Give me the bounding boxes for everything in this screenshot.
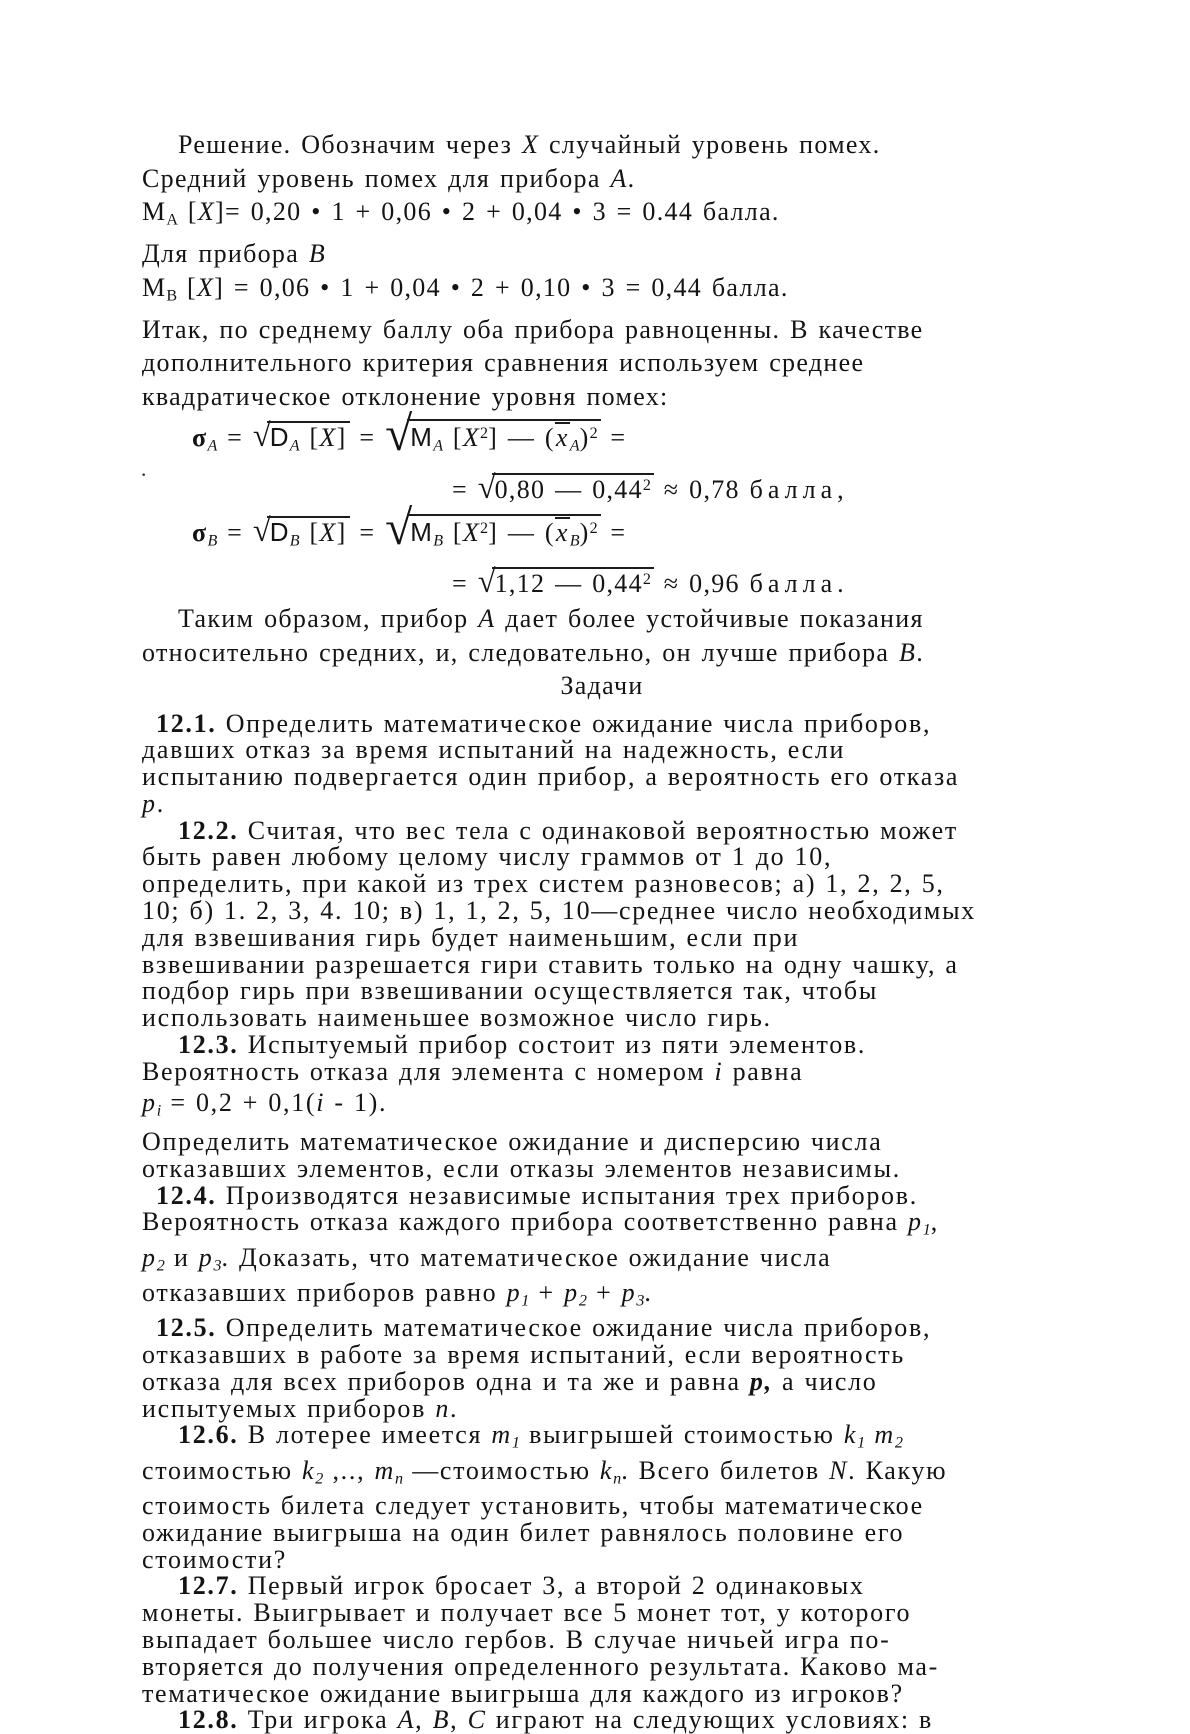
text-run: ] = 0,06 • 1 + 0,04 • 2 + 0,10 • 3 = 0,44 балла. <box>214 272 789 302</box>
text-run: √ <box>385 500 413 556</box>
text-run: 2 <box>480 519 489 537</box>
text-run: играют на следующих условиях: в <box>486 1705 933 1734</box>
text-run: . Всего билетов <box>621 1455 830 1485</box>
text-run: X <box>197 197 216 226</box>
text-run: D <box>269 516 290 547</box>
problem-12-3-l1 <box>142 1032 1102 1059</box>
text-run: отказавших в работе за время испытаний, если вероятность <box>142 1340 905 1370</box>
problem-12-1-l4 <box>142 788 1102 818</box>
text-run: С <box>467 1705 487 1734</box>
text-run: ≈ 0,78 <box>653 474 750 504</box>
text-run: p <box>142 788 157 818</box>
text-run: А <box>166 211 179 229</box>
text-run: A <box>207 437 218 455</box>
text-run: i <box>156 1102 162 1120</box>
text-run: и <box>164 1242 199 1272</box>
text-run: Решение. Обозначим через <box>178 130 522 159</box>
problem-12-5-l2 <box>142 1342 1102 1369</box>
text-run: X <box>319 423 337 452</box>
text-run: тематическое ожидание выигрыша для каждого из игроков? <box>142 1678 904 1708</box>
problem-12-4-l2 <box>142 1209 1102 1244</box>
text-run: Определить математическое ожидание числа приборов, <box>216 708 932 738</box>
text-run: X <box>462 517 481 547</box>
text-run: относительно средних, и, следовательно, он лучше прибора <box>142 637 900 667</box>
sqrt-vinculum <box>267 516 350 550</box>
text-run: , <box>415 1705 433 1734</box>
text-run: ожидание выигрыша на один билет равнялось половине его <box>142 1517 905 1547</box>
problem-12-7-l2 <box>142 1600 1102 1627</box>
problem-12-7-l1 <box>142 1573 1102 1600</box>
problem-12-1-l3 <box>142 764 1102 791</box>
text-run: m <box>374 1455 395 1485</box>
text-run: . <box>450 1393 459 1423</box>
scan-artifact-dot: · <box>140 462 148 487</box>
text-run: дает более устойчивые показания <box>495 604 924 633</box>
text-run: n <box>394 1470 404 1488</box>
text-run: N <box>829 1455 849 1485</box>
text-run: 2 <box>642 570 651 588</box>
sqrt-vinculum <box>407 419 600 455</box>
text-run: [ <box>443 423 463 452</box>
text-run: 1 <box>922 1221 931 1239</box>
text-run: k <box>599 1455 614 1485</box>
text-run: 12.5. <box>156 1313 217 1343</box>
text-run: i <box>316 1087 326 1117</box>
text-run: σ <box>192 517 208 547</box>
text-run: p <box>908 1207 923 1237</box>
text-run: p <box>142 1087 157 1117</box>
formula-mean-a <box>142 195 1102 237</box>
problem-12-5-l4 <box>142 1393 1102 1423</box>
text-run: ]= 0,20 • 1 + 0,06 • 2 + 0,04 • 3 = 0.44 балла. <box>215 197 780 226</box>
text-run: стоимостью <box>142 1455 302 1485</box>
text-run: Задачи <box>560 671 644 700</box>
text-run: ] <box>336 517 347 547</box>
problem-12-2-l1 <box>142 815 1102 845</box>
text-run: 12.6. <box>178 1420 239 1450</box>
problem-12-8-l1 <box>142 1707 1102 1734</box>
text-run: p <box>621 1277 637 1307</box>
formula-sigma-b <box>142 500 1102 565</box>
problem-12-3-l5 <box>142 1153 1102 1183</box>
text-run: n <box>435 1393 451 1423</box>
text-run: определить, при какой из трех систем разновесов; а) 1, 2, 2, 5, <box>142 869 945 899</box>
text-run: 12.1. <box>156 708 217 738</box>
text-run: монеты. Выигрывает и получает все 5 монет тот, у которого <box>142 1598 912 1628</box>
text-run: Испытуемый прибор состоит из пяти элементов. <box>238 1030 867 1060</box>
text-run: ] <box>336 423 347 452</box>
text-run: k <box>843 1420 858 1450</box>
text-run: ] — ( <box>488 517 555 547</box>
problem-12-3-l2 <box>142 1056 1102 1086</box>
text-run: D <box>269 422 290 452</box>
solution-conclusion-line-2 <box>142 636 1102 670</box>
text-run: M <box>142 272 167 302</box>
text-run: использовать наименьшее возможное число гирь. <box>142 1003 772 1033</box>
text-run: Определить математическое ожидание числа приборов, <box>216 1313 932 1343</box>
sqrt-vinculum <box>492 473 654 503</box>
text-run: p, <box>749 1366 773 1396</box>
text-run: A <box>289 437 300 455</box>
text-run: 0,80 — 0,44 <box>494 474 643 504</box>
text-run: Вероятность отказа для элемента с номером <box>142 1056 715 1086</box>
text-run: A <box>569 437 580 455</box>
problem-12-3-formula <box>142 1087 1102 1125</box>
problem-12-6-l1 <box>142 1422 1102 1457</box>
text-run: , <box>450 1705 468 1734</box>
solution-conclusion-line-1 <box>142 602 1102 636</box>
text-run: вторяется до получения определенного результата. Каково ма- <box>142 1651 940 1681</box>
problem-12-4-l1 <box>142 1180 1102 1210</box>
text-run: = <box>452 474 478 504</box>
text-run: квадратическое отклонение уровня помех: <box>142 381 669 411</box>
text-run: А <box>610 163 628 193</box>
problem-12-2-l4 <box>142 898 1102 925</box>
text-run: . <box>644 1277 653 1307</box>
text-run: стоимости? <box>142 1544 287 1574</box>
text-run: 2 <box>642 476 651 494</box>
problem-12-2-l3 <box>142 871 1102 898</box>
text-run: p <box>142 1242 157 1272</box>
text-run: . <box>627 163 636 193</box>
text-run: Итак, по среднему баллу оба прибора равноценны. В качестве <box>142 314 924 344</box>
text-run: X <box>319 517 337 547</box>
text-run: В <box>166 287 178 304</box>
text-run: 2 <box>315 1470 324 1488</box>
text-run: В лотерее имеется <box>238 1420 492 1450</box>
text-run: n <box>613 1470 622 1488</box>
text-run: = <box>600 423 627 452</box>
problem-12-6-l3 <box>142 1493 1102 1520</box>
text-run: ,.., <box>323 1455 375 1485</box>
problem-12-7-l5 <box>142 1678 1102 1708</box>
text-run: взвешивании разрешается гири ставить только на одну чашку, а <box>142 949 959 979</box>
text-run: 3 <box>636 1292 645 1310</box>
text-run: X <box>462 423 481 452</box>
text-run: ) <box>579 423 590 452</box>
text-run: = <box>452 569 478 598</box>
solution-para-line-1 <box>142 313 1102 347</box>
text-run: Первый игрок бросает 3, а второй 2 одинаковых <box>238 1571 865 1601</box>
text-run: для взвешивания гирь будет наименьшим, если при <box>142 922 800 952</box>
sqrt-vinculum <box>555 517 570 546</box>
text-run: X <box>196 272 215 302</box>
text-run: . Доказать, что математическое ожидание числа <box>221 1242 832 1272</box>
problem-12-4-l3 <box>142 1242 1102 1280</box>
text-run: 12.2. <box>178 815 239 845</box>
text-run: Средний уровень помех для прибора <box>142 163 611 193</box>
text-run: p <box>564 1277 579 1307</box>
text-run: 12.7. <box>178 1571 239 1601</box>
solution-para-line-2 <box>142 346 1102 380</box>
text-run: 2 <box>589 519 598 537</box>
text-run: x <box>555 423 569 452</box>
problem-12-5-l3 <box>142 1366 1102 1396</box>
problem-12-1-l2 <box>142 737 1102 764</box>
text-run: 2 <box>589 424 598 442</box>
text-run: [ <box>299 517 320 547</box>
text-run: балла <box>749 474 838 504</box>
problem-12-2-l7 <box>142 978 1102 1005</box>
text-run: - 1). <box>325 1087 388 1117</box>
text-run: m <box>874 1420 895 1450</box>
text-run: [ <box>178 197 198 226</box>
text-run: а число <box>772 1366 878 1396</box>
text-run: 12.8. <box>178 1705 239 1734</box>
text-run: . Какую <box>848 1455 948 1485</box>
text-run: случайный уровень помех. <box>539 130 881 159</box>
problem-12-3-l4 <box>142 1126 1102 1156</box>
text-run: 12.3. <box>178 1030 239 1060</box>
text-run: , <box>837 474 845 504</box>
text-run: выигрышей стоимостью <box>519 1420 844 1450</box>
text-run: M <box>142 197 167 226</box>
text-run: = <box>217 517 253 547</box>
text-run: B <box>289 532 300 549</box>
text-run: дополнительного критерия сравнения используем среднее <box>142 348 865 377</box>
text-run: равна <box>723 1056 804 1086</box>
text-run: A <box>433 437 444 455</box>
text-run: 1,12 — 0,44 <box>494 569 643 598</box>
sqrt-vinculum <box>555 422 570 451</box>
text-run: M <box>410 516 434 547</box>
formula-sigma-a-value <box>142 470 1102 508</box>
text-run: 1 <box>857 1434 866 1452</box>
text-run: давших отказ за время испытаний на надежность, если <box>142 735 846 765</box>
text-run: B <box>433 532 444 549</box>
text-run: = <box>349 517 386 547</box>
text-run: X <box>521 130 540 159</box>
text-run: 12.4. <box>156 1180 217 1210</box>
text-run: m <box>491 1420 512 1450</box>
text-run: Три игрока <box>238 1705 398 1734</box>
formula-mean-b <box>142 271 1102 313</box>
text-run: = <box>600 517 627 547</box>
text-run: p <box>198 1242 214 1272</box>
text-run: подбор гирь при взвешивании осуществляется так, чтобы <box>142 976 879 1006</box>
solution-line-device-b <box>142 237 1102 271</box>
sqrt-vinculum <box>267 421 350 455</box>
text-run: + <box>529 1277 565 1307</box>
text-run: отказавших элементов, если отказы элементов независимы. <box>142 1153 901 1183</box>
text-run: √ <box>477 469 496 506</box>
text-run: ≈ 0,96 <box>653 569 750 598</box>
formula-sigma-a <box>142 405 1102 470</box>
text-run: B <box>308 239 327 268</box>
problem-12-5-l1 <box>142 1315 1102 1342</box>
text-run: . <box>916 637 925 667</box>
text-run: M <box>410 422 434 452</box>
sqrt-vinculum <box>407 514 600 550</box>
text-run: отказавших приборов равно <box>142 1277 507 1307</box>
text-run: Таким образом, прибор <box>178 604 479 633</box>
problem-12-7-l4 <box>142 1651 1102 1681</box>
problem-12-1-l1 <box>142 708 1102 738</box>
text-run: 2 <box>894 1434 903 1452</box>
problem-12-6-l2 <box>142 1455 1102 1493</box>
text-run: i <box>714 1056 724 1086</box>
text-run: Считая, что вес тела с одинаковой вероятностью может <box>238 815 958 845</box>
text-run: 10; б) 1. 2, 3, 4. 10; в) 1, 1, 2, 5, 10—среднее число необходимых <box>142 896 976 926</box>
problem-12-7-l3 <box>142 1627 1102 1654</box>
text-run: —стоимостью <box>403 1455 600 1485</box>
text-run: [ <box>443 517 463 547</box>
text-run: Определить математическое ожидание и дисперсию числа <box>142 1126 883 1156</box>
text-run: √ <box>252 418 271 454</box>
problem-12-2-l6 <box>142 949 1102 979</box>
problem-12-6-l5 <box>142 1544 1102 1574</box>
text-run: испытанию подвергается один прибор, а вероятность его отказа <box>142 762 960 792</box>
text-run: Вероятность отказа каждого прибора соответственно равна <box>142 1207 908 1237</box>
text-run: балла <box>749 569 838 598</box>
problem-12-2-l2 <box>142 844 1102 871</box>
text-run: 1 <box>511 1434 520 1452</box>
text-run: , <box>930 1207 939 1237</box>
text-run: быть равен любому целому числу граммов от 1 до 10, <box>142 842 833 872</box>
text-run: ] — ( <box>488 423 555 452</box>
text-run: стоимость билета следует установить, чтобы математическое <box>142 1491 924 1521</box>
text-run: Производятся независимые испытания трех приборов. <box>216 1180 918 1210</box>
solution-intro-line-1 <box>142 128 1102 162</box>
text-run: 2 <box>578 1292 587 1310</box>
text-run: [ <box>177 272 197 302</box>
text-run: испытуемых приборов <box>142 1393 436 1423</box>
text-run: ) <box>579 517 590 547</box>
text-run: 3 <box>213 1257 222 1275</box>
solution-intro-line-2 <box>142 162 1102 196</box>
problem-12-2-l5 <box>142 922 1102 952</box>
text-run: А <box>478 604 496 633</box>
text-run: [ <box>299 423 320 452</box>
text-run: p <box>506 1277 522 1307</box>
text-run: √ <box>252 512 271 549</box>
text-run <box>865 1420 874 1449</box>
text-run: 2 <box>156 1257 165 1275</box>
text-run: = <box>349 423 386 452</box>
text-run: = <box>217 423 253 452</box>
text-run: = 0,2 + 0,1( <box>161 1087 317 1117</box>
problems-heading <box>142 669 1062 703</box>
problem-12-2-l8 <box>142 1005 1102 1032</box>
text-run: Для прибора <box>142 239 309 268</box>
text-run: А <box>397 1705 416 1734</box>
text-run: В <box>432 1705 451 1734</box>
problem-12-6-l4 <box>142 1517 1102 1547</box>
text-run: 1 <box>521 1292 530 1310</box>
text-run: √ <box>477 564 496 600</box>
text-run: B <box>207 532 218 549</box>
text-run: x <box>555 517 569 547</box>
text-run: . <box>837 569 845 598</box>
text-run: B <box>569 532 580 549</box>
problem-12-4-l4 <box>142 1277 1102 1315</box>
text-run: k <box>301 1455 316 1485</box>
text-run: выпадает большее число гербов. В случае ничьей игра по- <box>142 1625 891 1654</box>
text-run: σ <box>192 423 208 452</box>
formula-sigma-b-value <box>142 564 1102 602</box>
text-run: + <box>586 1277 622 1307</box>
text-run: √ <box>385 405 413 461</box>
text-run: . <box>156 788 165 818</box>
solution-para-line-3 <box>142 380 1102 414</box>
sqrt-vinculum <box>492 567 654 597</box>
text-run: В <box>899 637 917 667</box>
text-run: отказа для всех приборов одна и та же и равна <box>142 1366 750 1396</box>
text-run: 2 <box>480 424 489 442</box>
